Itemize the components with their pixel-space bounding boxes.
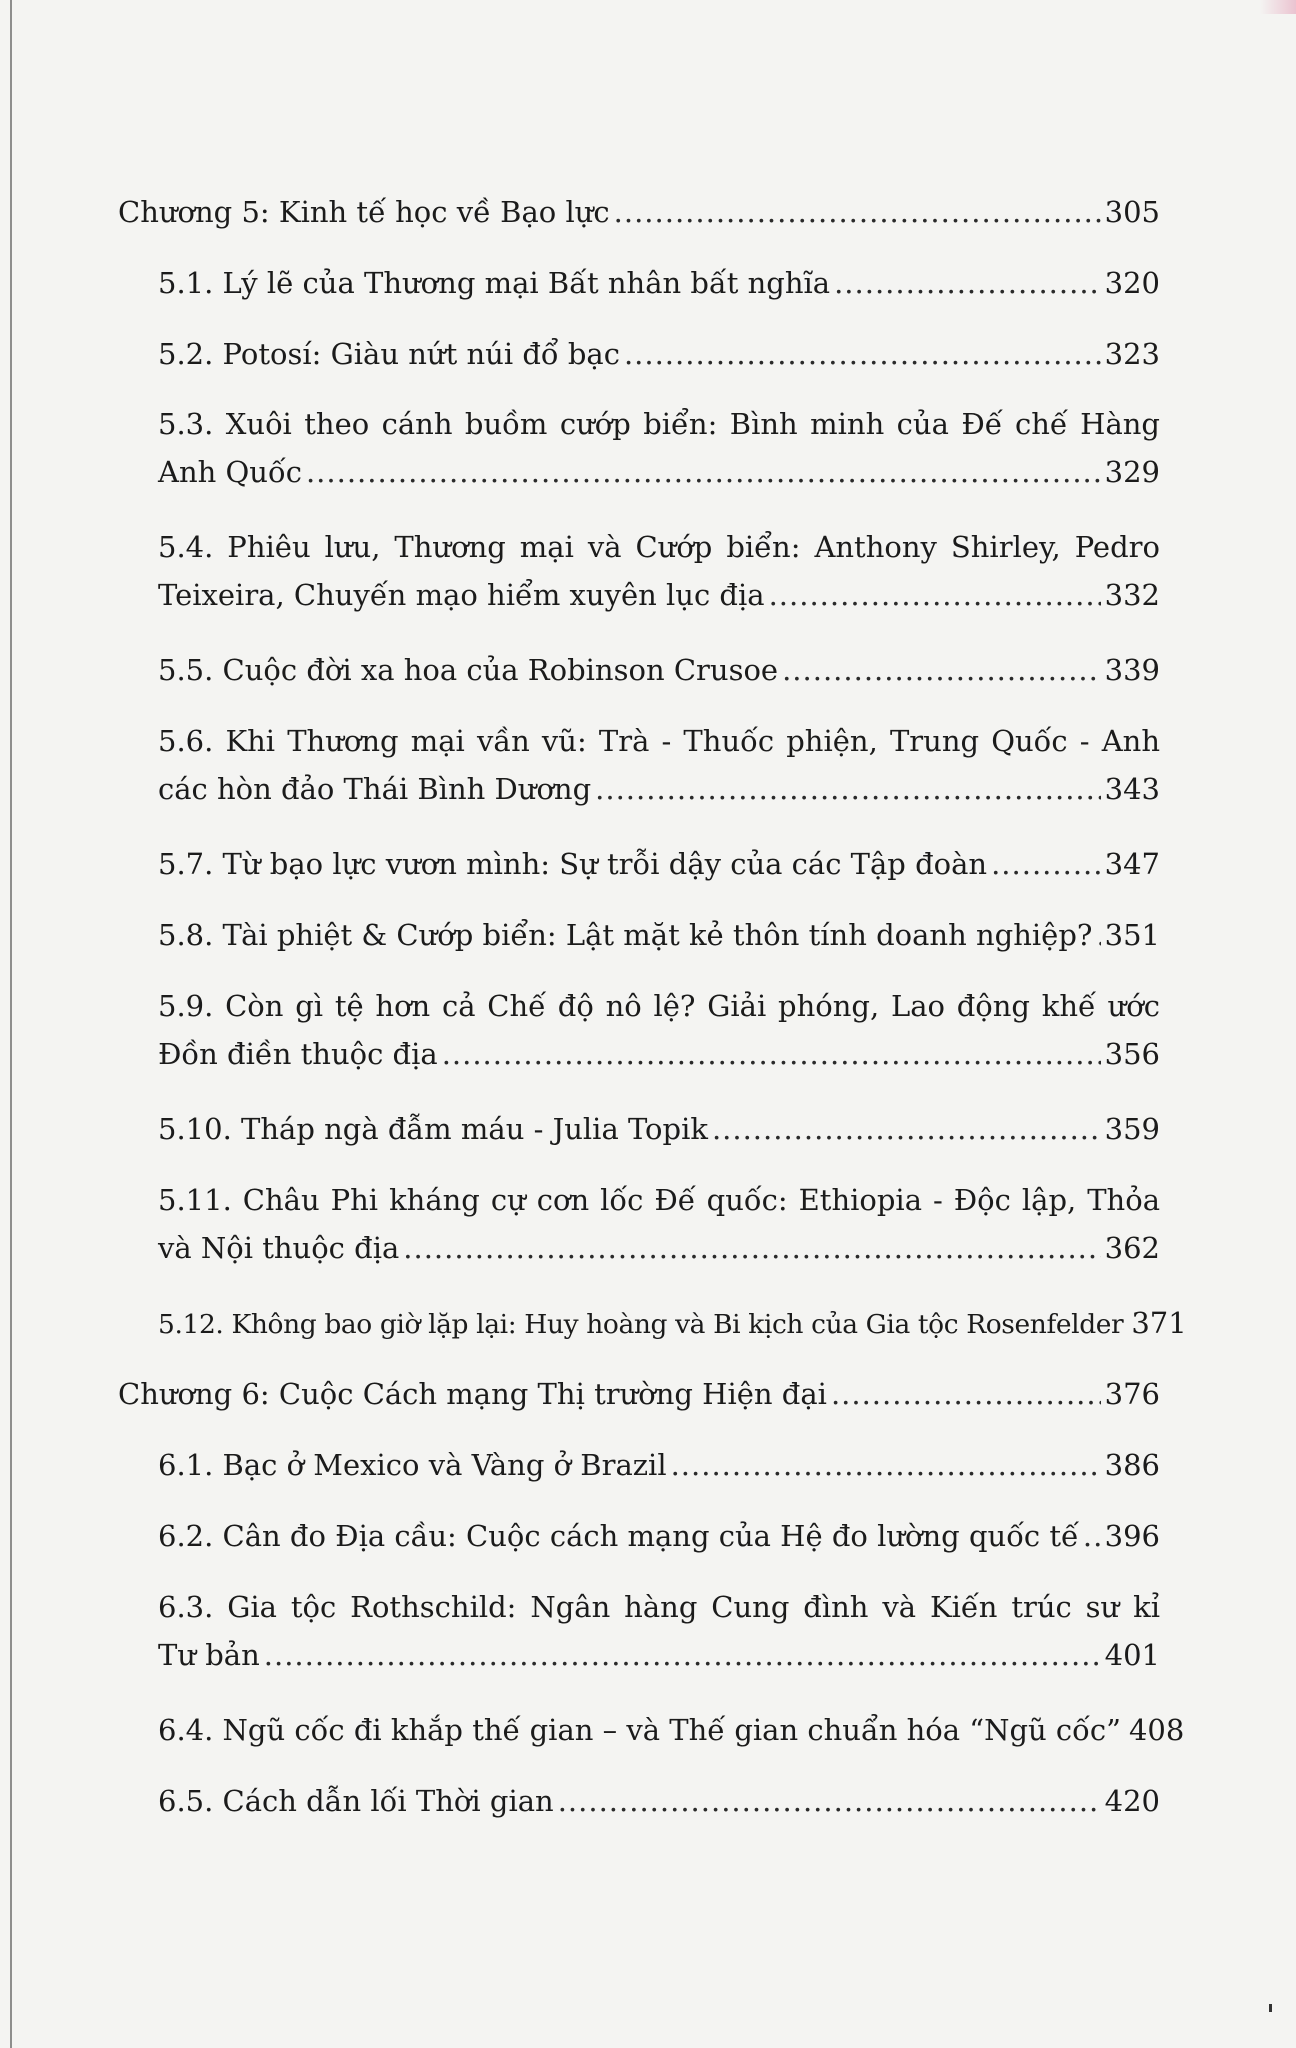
toc-entry-title: 6.5. Cách dẫn lối Thời gian bbox=[158, 1784, 554, 1818]
toc-entry-line bbox=[158, 840, 1160, 888]
dot-leader bbox=[834, 259, 1101, 307]
toc-entry-title-line2: Tư bản bbox=[158, 1638, 260, 1672]
toc-page-number: 320 bbox=[1104, 266, 1160, 300]
toc-section-entry bbox=[158, 1512, 1160, 1560]
dot-leader bbox=[264, 1631, 1101, 1679]
toc-entry-title: 5.7. Từ bạo lực vươn mình: Sự trỗi dậy của các Tập đoàn bbox=[158, 847, 988, 881]
toc-section-entry bbox=[158, 1105, 1160, 1153]
toc-entry-title: 5.1. Lý lẽ của Thương mại Bất nhân bất nghĩa bbox=[158, 266, 831, 300]
toc-entry-title: 5.2. Potosí: Giàu nứt núi đổ bạc bbox=[158, 337, 620, 371]
toc-chapter-entry bbox=[118, 1370, 1160, 1418]
dot-leader bbox=[442, 1030, 1101, 1078]
dot-leader bbox=[671, 1441, 1101, 1489]
dot-leader bbox=[595, 765, 1100, 813]
toc-entry-title-line2: các hòn đảo Thái Bình Dương bbox=[158, 772, 592, 806]
toc-entry-line bbox=[158, 571, 1160, 619]
toc-section-entry bbox=[158, 911, 1160, 959]
toc-section-entry bbox=[158, 1583, 1160, 1679]
toc-page-number: 359 bbox=[1104, 1112, 1160, 1146]
dot-leader bbox=[769, 571, 1101, 619]
dot-leader bbox=[624, 330, 1101, 378]
toc-page-number: 371 bbox=[1131, 1306, 1187, 1340]
toc-section-entry bbox=[158, 400, 1160, 496]
toc-section-entry bbox=[158, 1777, 1160, 1825]
toc-section-entry bbox=[158, 523, 1160, 619]
toc-entry-title: 5.5. Cuộc đời xa hoa của Robinson Crusoe bbox=[158, 653, 779, 687]
toc-page-number: 420 bbox=[1104, 1784, 1160, 1818]
toc-section-entry bbox=[158, 330, 1160, 378]
toc-entry-title-line1: 5.4. Phiêu lưu, Thương mại và Cướp biển: Anthony Shirley, Pedro bbox=[158, 530, 1160, 564]
toc-entry-line bbox=[158, 259, 1160, 307]
toc-entry-title: 5.8. Tài phiệt & Cướp biển: Lật mặt kẻ thôn tính doanh nghiệp? bbox=[158, 918, 1093, 952]
toc-entry-line bbox=[158, 911, 1160, 959]
toc-entry-title-line1: 6.3. Gia tộc Rothschild: Ngân hàng Cung đình và Kiến trúc sư kỉ bbox=[158, 1590, 1160, 1624]
toc-entry-title: 6.4. Ngũ cốc đi khắp thế gian – và Thế gian chuẩn hóa “Ngũ cốc” bbox=[158, 1713, 1121, 1747]
toc-page-number: 376 bbox=[1104, 1377, 1160, 1411]
toc-entry-title: 6.1. Bạc ở Mexico và Vàng ở Brazil bbox=[158, 1448, 667, 1482]
toc-page-number: 386 bbox=[1104, 1448, 1160, 1482]
toc-entry-line bbox=[158, 1512, 1160, 1560]
toc-entry-title: 6.2. Cân đo Địa cầu: Cuộc cách mạng của Hệ đo lường quốc tế bbox=[158, 1519, 1079, 1553]
toc-entry-line bbox=[158, 1030, 1160, 1078]
toc-entry-title: Chương 5: Kinh tế học về Bạo lực bbox=[118, 195, 610, 229]
toc-entry-line bbox=[158, 765, 1160, 813]
dot-leader bbox=[712, 1105, 1101, 1153]
toc-entry-line bbox=[158, 1105, 1160, 1153]
toc-page-number: 401 bbox=[1104, 1638, 1160, 1672]
dot-leader bbox=[831, 1370, 1101, 1418]
toc-entry-line bbox=[158, 1706, 1185, 1754]
toc-entry-line bbox=[158, 1441, 1160, 1489]
toc-section-entry bbox=[158, 646, 1160, 694]
toc-entry-line bbox=[118, 1370, 1160, 1418]
toc-section-entry bbox=[158, 982, 1160, 1078]
toc-page-number: 343 bbox=[1104, 772, 1160, 806]
dot-leader bbox=[991, 840, 1101, 888]
toc-entry-title-line1: 5.11. Châu Phi kháng cự cơn lốc Đế quốc: Ethiopia - Độc lập, Thỏa bbox=[158, 1183, 1160, 1217]
toc-entry-line bbox=[158, 646, 1160, 694]
toc-section-entry bbox=[158, 1441, 1160, 1489]
toc-entry-line bbox=[158, 1299, 1187, 1349]
toc-page-number: 329 bbox=[1104, 455, 1160, 489]
toc-section-entry bbox=[158, 1706, 1185, 1754]
toc-entry-title: 5.12. Không bao giờ lặp lại: Huy hoàng và Bi kịch của Gia tộc Rosenfelder bbox=[158, 1309, 1124, 1340]
dot-leader bbox=[614, 188, 1101, 236]
toc-page-number: 356 bbox=[1104, 1037, 1160, 1071]
toc-chapter-entry bbox=[118, 188, 1160, 236]
toc-entry-title-line2: Teixeira, Chuyến mạo hiểm xuyên lục địa bbox=[158, 578, 765, 612]
toc-section-entry bbox=[158, 1176, 1160, 1272]
edge-mark bbox=[1269, 2004, 1272, 2012]
toc-page-number: 347 bbox=[1104, 847, 1160, 881]
dot-leader bbox=[306, 448, 1101, 496]
toc-entry-title-line2: Anh Quốc bbox=[158, 455, 302, 489]
toc-entry-line bbox=[118, 188, 1160, 236]
dot-leader bbox=[403, 1224, 1100, 1272]
toc-entry-line bbox=[158, 330, 1160, 378]
toc-entry-title-line2: và Nội thuộc địa bbox=[158, 1231, 400, 1265]
toc-page-number: 323 bbox=[1104, 337, 1160, 371]
toc-page-number: 351 bbox=[1104, 918, 1160, 952]
toc-entry-title-line1: 5.3. Xuôi theo cánh buồm cướp biển: Bình minh của Đế chế Hàng bbox=[158, 407, 1160, 441]
toc-section-entry bbox=[158, 717, 1160, 813]
toc-page-number: 408 bbox=[1128, 1713, 1185, 1747]
toc-entry-line bbox=[158, 1224, 1160, 1272]
toc-section-entry bbox=[158, 1299, 1187, 1349]
toc-entry-title-line2: Đồn điền thuộc địa bbox=[158, 1037, 438, 1071]
toc-page-number: 339 bbox=[1104, 653, 1160, 687]
toc-page-number: 332 bbox=[1104, 578, 1160, 612]
toc-section-entry bbox=[158, 840, 1160, 888]
toc-entry-title-line1: 5.6. Khi Thương mại vần vũ: Trà - Thuốc phiện, Trung Quốc - Anh bbox=[158, 724, 1160, 758]
toc-entry-title: 5.10. Tháp ngà đẫm máu - Julia Topik bbox=[158, 1112, 708, 1146]
toc-page-number: 362 bbox=[1104, 1231, 1160, 1265]
dot-leader bbox=[1083, 1512, 1101, 1560]
toc-page-number: 396 bbox=[1104, 1519, 1160, 1553]
dot-leader bbox=[782, 646, 1101, 694]
toc-page-number: 305 bbox=[1104, 195, 1160, 229]
dot-leader bbox=[1096, 911, 1100, 959]
toc-entry-title: Chương 6: Cuộc Cách mạng Thị trường Hiện đại bbox=[118, 1377, 827, 1411]
toc-section-entry bbox=[158, 259, 1160, 307]
toc-entry-title-line1: 5.9. Còn gì tệ hơn cả Chế độ nô lệ? Giải phóng, Lao động khế ước bbox=[158, 989, 1160, 1023]
toc-entry-line bbox=[158, 448, 1160, 496]
toc-entry-line bbox=[158, 1777, 1160, 1825]
dot-leader bbox=[558, 1777, 1101, 1825]
toc-entry-line bbox=[158, 1631, 1160, 1679]
